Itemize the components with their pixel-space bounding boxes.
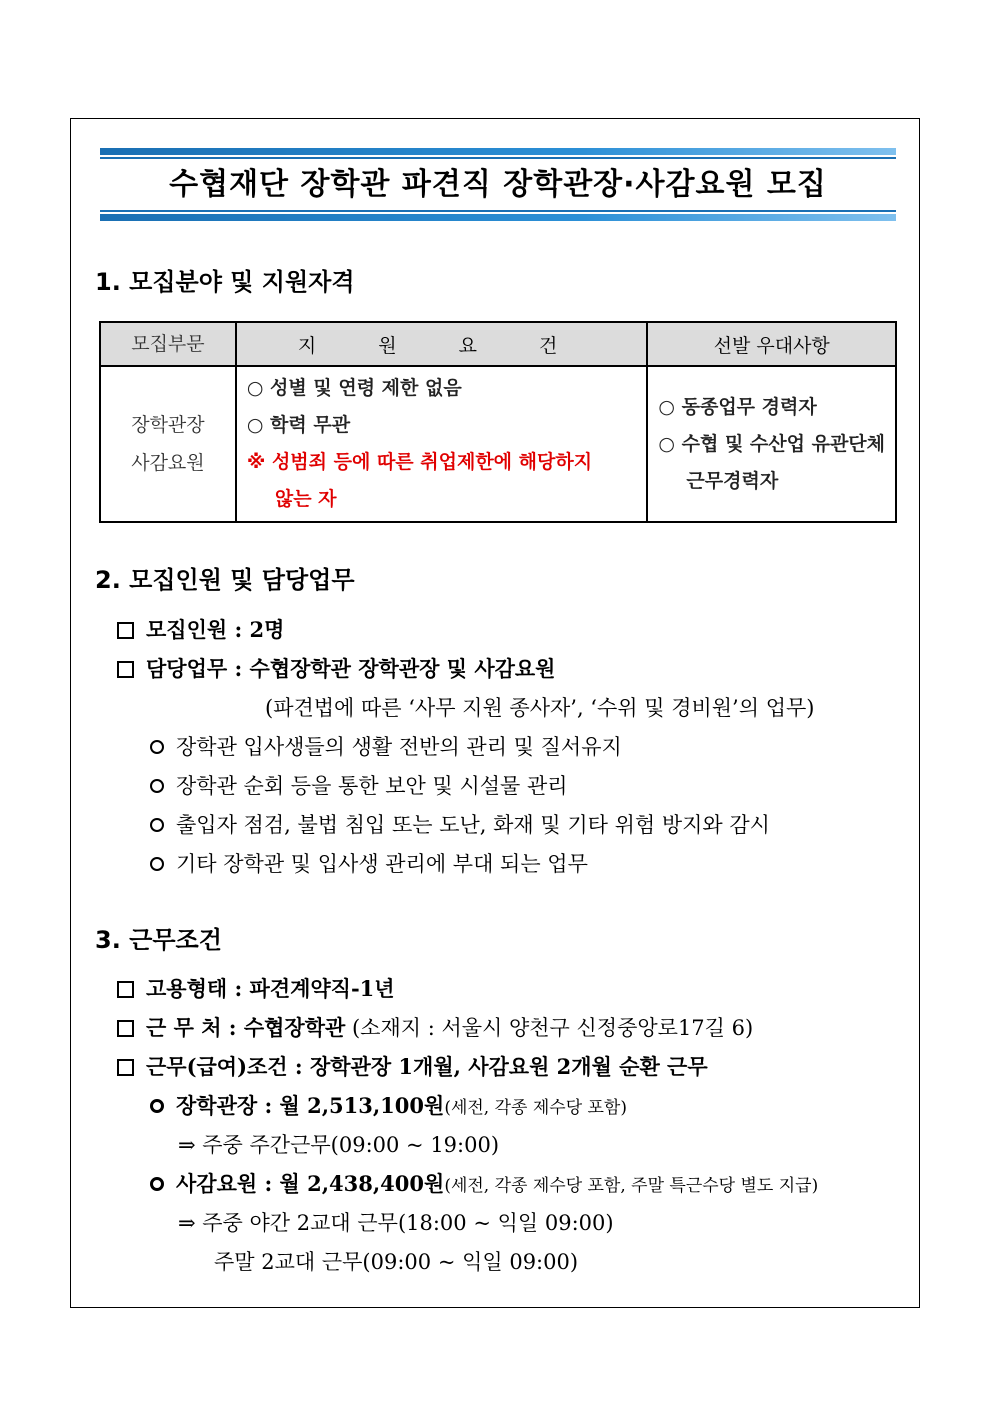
req-sex-crime-note: ※ 성범죄 등에 따른 취업제한에 해당하지 <box>246 451 593 473</box>
circle-bullet-icon <box>150 740 164 754</box>
dorm-salary: 사감요원 : 월 2,438,400원 <box>176 1171 445 1196</box>
section3-heading: 3. 근무조건 <box>95 926 222 954</box>
employment-value: 파견계약직-1년 <box>249 976 395 1001</box>
duty-note: (파견법에 따른 ‘사무 지원 종사자’, ‘수위 및 경비원’의 업무) <box>265 696 815 720</box>
task-item: 출입자 점검, 불법 침입 또는 도난, 화재 및 기타 위험 방지와 감시 <box>150 809 770 839</box>
category-dorm: 사감요원 <box>131 452 205 474</box>
dorm-salary-line <box>150 1168 818 1198</box>
condition-line: 근무(급여)조건 : 장학관장 1개월, 사감요원 2개월 순환 근무 <box>117 1051 708 1081</box>
duty-value: 수협장학관 장학관장 및 사감요원 <box>249 656 556 681</box>
circle-bullet-icon <box>150 818 164 832</box>
title-bar-top <box>100 148 896 155</box>
circle-bullet-icon <box>150 1177 164 1191</box>
condition-value: 장학관장 1개월, 사감요원 2개월 순환 근무 <box>309 1054 708 1079</box>
pref-related-org: ○ 수협 및 수산업 유관단체 <box>658 432 885 455</box>
checkbox-icon <box>117 661 134 678</box>
category-head: 장학관장 <box>131 414 205 436</box>
task-item: 장학관 입사생들의 생활 전반의 관리 및 질서유지 <box>150 731 622 761</box>
workplace-address: (소재지 : 서울시 양천구 신정중앙로17길 6) <box>345 1016 754 1040</box>
task-item: 기타 장학관 및 입사생 관리에 부대 되는 업무 <box>150 848 588 878</box>
dorm-hours-weekend: 주말 2교대 근무(09:00 ~ 익일 09:00) <box>214 1250 579 1274</box>
recruit-count-line: 모집인원 : 2명 <box>117 614 284 644</box>
checkbox-icon <box>117 1020 134 1037</box>
head-salary-line <box>150 1090 627 1120</box>
checkbox-icon <box>117 981 134 998</box>
preferences-cell <box>647 366 896 522</box>
title-bar-top-line <box>100 157 896 159</box>
recruit-count: 2명 <box>249 617 285 642</box>
header-category: 모집부문 <box>100 322 236 366</box>
title-bar-bottom-line <box>100 210 896 212</box>
workplace-value: 수협장학관 <box>243 1015 346 1040</box>
circle-bullet-icon <box>150 1099 164 1113</box>
requirements-table <box>99 321 897 523</box>
employment-line: 고용형태 : 파견계약직-1년 <box>117 973 395 1003</box>
duty-line: 담당업무 : 수협장학관 장학관장 및 사감요원 <box>117 653 555 683</box>
table-row <box>100 366 896 522</box>
checkbox-icon <box>117 622 134 639</box>
pref-experience: ○ 동종업무 경력자 <box>658 395 817 418</box>
section1-heading: 1. 모집분야 및 지원자격 <box>95 268 355 296</box>
head-salary-note: (세전, 각종 제수당 포함) <box>444 1098 627 1118</box>
header-preferences: 선발 우대사항 <box>647 322 896 366</box>
workplace-line: 근 무 처 : 수협장학관 (소재지 : 서울시 양천구 신정중앙로17길 6) <box>117 1012 753 1042</box>
req-gender-age: ○ 성별 및 연령 제한 없음 <box>246 377 462 399</box>
head-hours: ⇒ 주중 주간근무(09:00 ~ 19:00) <box>178 1133 500 1157</box>
req-sex-crime-note-cont: 않는 자 <box>274 488 337 510</box>
pref-related-org-cont: 근무경력자 <box>686 469 779 492</box>
page-title: 수협재단 장학관 파견직 장학관장·사감요원 모집 <box>169 167 827 202</box>
checkbox-icon <box>117 1059 134 1076</box>
head-salary: 장학관장 : 월 2,513,100원 <box>176 1093 445 1118</box>
header-requirements: 지 원 요 건 <box>236 322 648 366</box>
circle-bullet-icon <box>150 779 164 793</box>
section2-heading: 2. 모집인원 및 담당업무 <box>95 566 355 594</box>
dorm-hours-weekday: ⇒ 주중 야간 2교대 근무(18:00 ~ 익일 09:00) <box>178 1211 614 1235</box>
category-cell <box>100 366 236 522</box>
title-bar-bottom <box>100 214 896 221</box>
dorm-salary-note: (세전, 각종 제수당 포함, 주말 특근수당 별도 지급) <box>444 1176 819 1196</box>
req-education: ○ 학력 무관 <box>246 414 351 436</box>
task-item: 장학관 순회 등을 통한 보안 및 시설물 관리 <box>150 770 568 800</box>
table-header-row <box>100 322 896 366</box>
circle-bullet-icon <box>150 857 164 871</box>
requirements-cell <box>236 366 648 522</box>
